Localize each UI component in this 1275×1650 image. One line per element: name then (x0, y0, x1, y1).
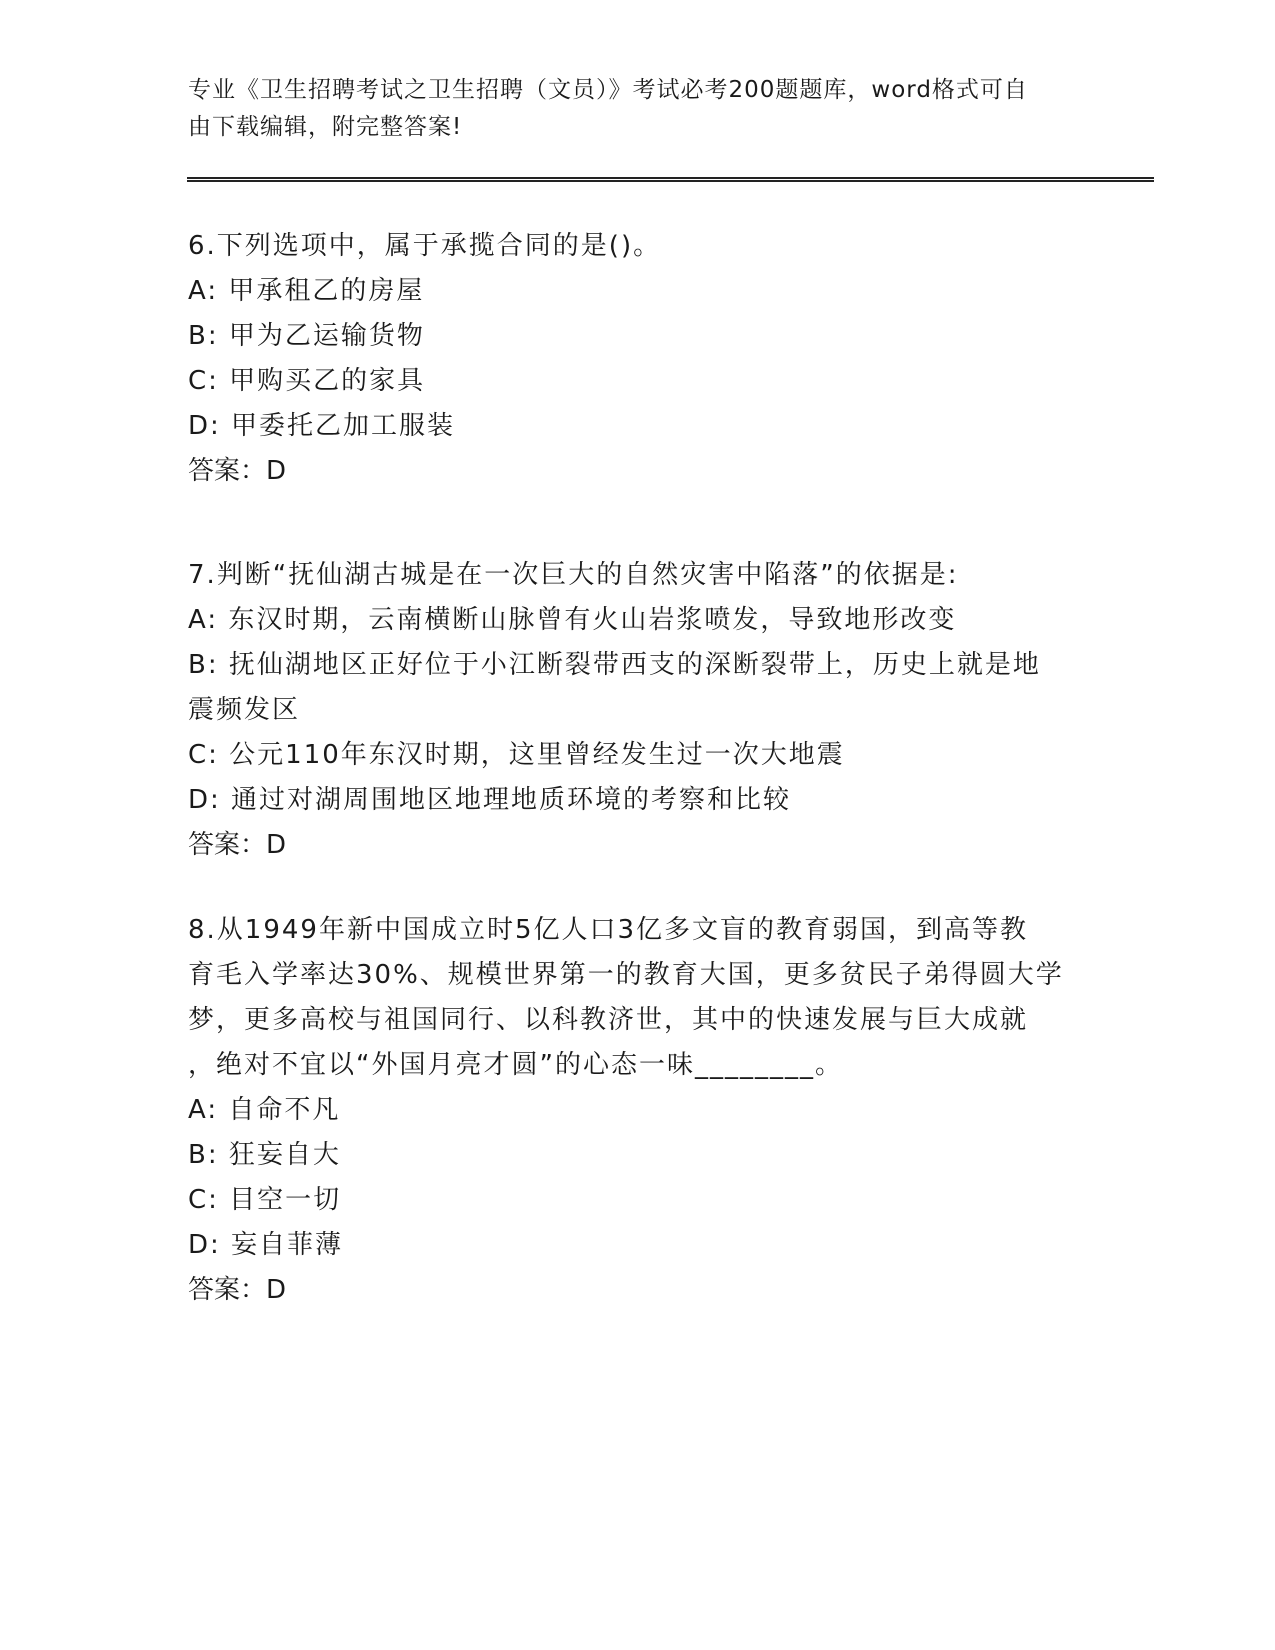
question-stem-line-2: 育毛入学率达30%、规模世界第一的教育大国，更多贫民子弟得圆大学 (188, 960, 1064, 990)
option-a: A: 甲承租乙的房屋 (188, 276, 425, 306)
question-stem-line-1: 8.从1949年新中国成立时5亿人口3亿多文盲的教育弱国，到高等教 (188, 915, 1029, 945)
option-a: A: 东汉时期，云南横断山脉曾有火山岩浆喷发，导致地形改变 (188, 605, 957, 635)
question-8 (188, 908, 1088, 1313)
option-d: D: 妄自菲薄 (188, 1230, 344, 1260)
header-line-1: 专业《卫生招聘考试之卫生招聘（文员）》考试必考200题题库，word格式可自 (188, 77, 1028, 103)
option-d: D: 甲委托乙加工服装 (188, 411, 456, 441)
question-7 (188, 553, 1088, 868)
option-b: B: 甲为乙运输货物 (188, 321, 425, 351)
question-6 (188, 224, 1088, 494)
option-b: B: 狂妄自大 (188, 1140, 341, 1170)
answer: 答案：D (188, 830, 287, 860)
option-c: C: 公元110年东汉时期，这里曾经发生过一次大地震 (188, 740, 845, 770)
option-b-continued: 震频发区 (188, 695, 301, 725)
option-a: A: 自命不凡 (188, 1095, 341, 1125)
option-b: B: 抚仙湖地区正好位于小江断裂带西支的深断裂带上，历史上就是地 (188, 650, 1041, 680)
answer: 答案：D (188, 456, 287, 486)
header-line-2: 由下载编辑，附完整答案! (188, 114, 463, 140)
option-c: C: 目空一切 (188, 1185, 342, 1215)
header-divider (187, 177, 1154, 182)
option-d: D: 通过对湖周围地区地理地质环境的考察和比较 (188, 785, 792, 815)
question-stem-line-3: 梦，更多高校与祖国同行、以科教济世，其中的快速发展与巨大成就 (188, 1005, 1029, 1035)
question-stem-line-4: ，绝对不宜以“外国月亮才圆”的心态一味________。 (188, 1050, 843, 1080)
question-stem: 7.判断“抚仙湖古城是在一次巨大的自然灾害中陷落”的依据是: (188, 560, 959, 590)
option-c: C: 甲购买乙的家具 (188, 366, 426, 396)
answer: 答案：D (188, 1275, 287, 1305)
document-header (188, 72, 1088, 146)
question-stem: 6.下列选项中，属于承揽合同的是()。 (188, 231, 662, 261)
